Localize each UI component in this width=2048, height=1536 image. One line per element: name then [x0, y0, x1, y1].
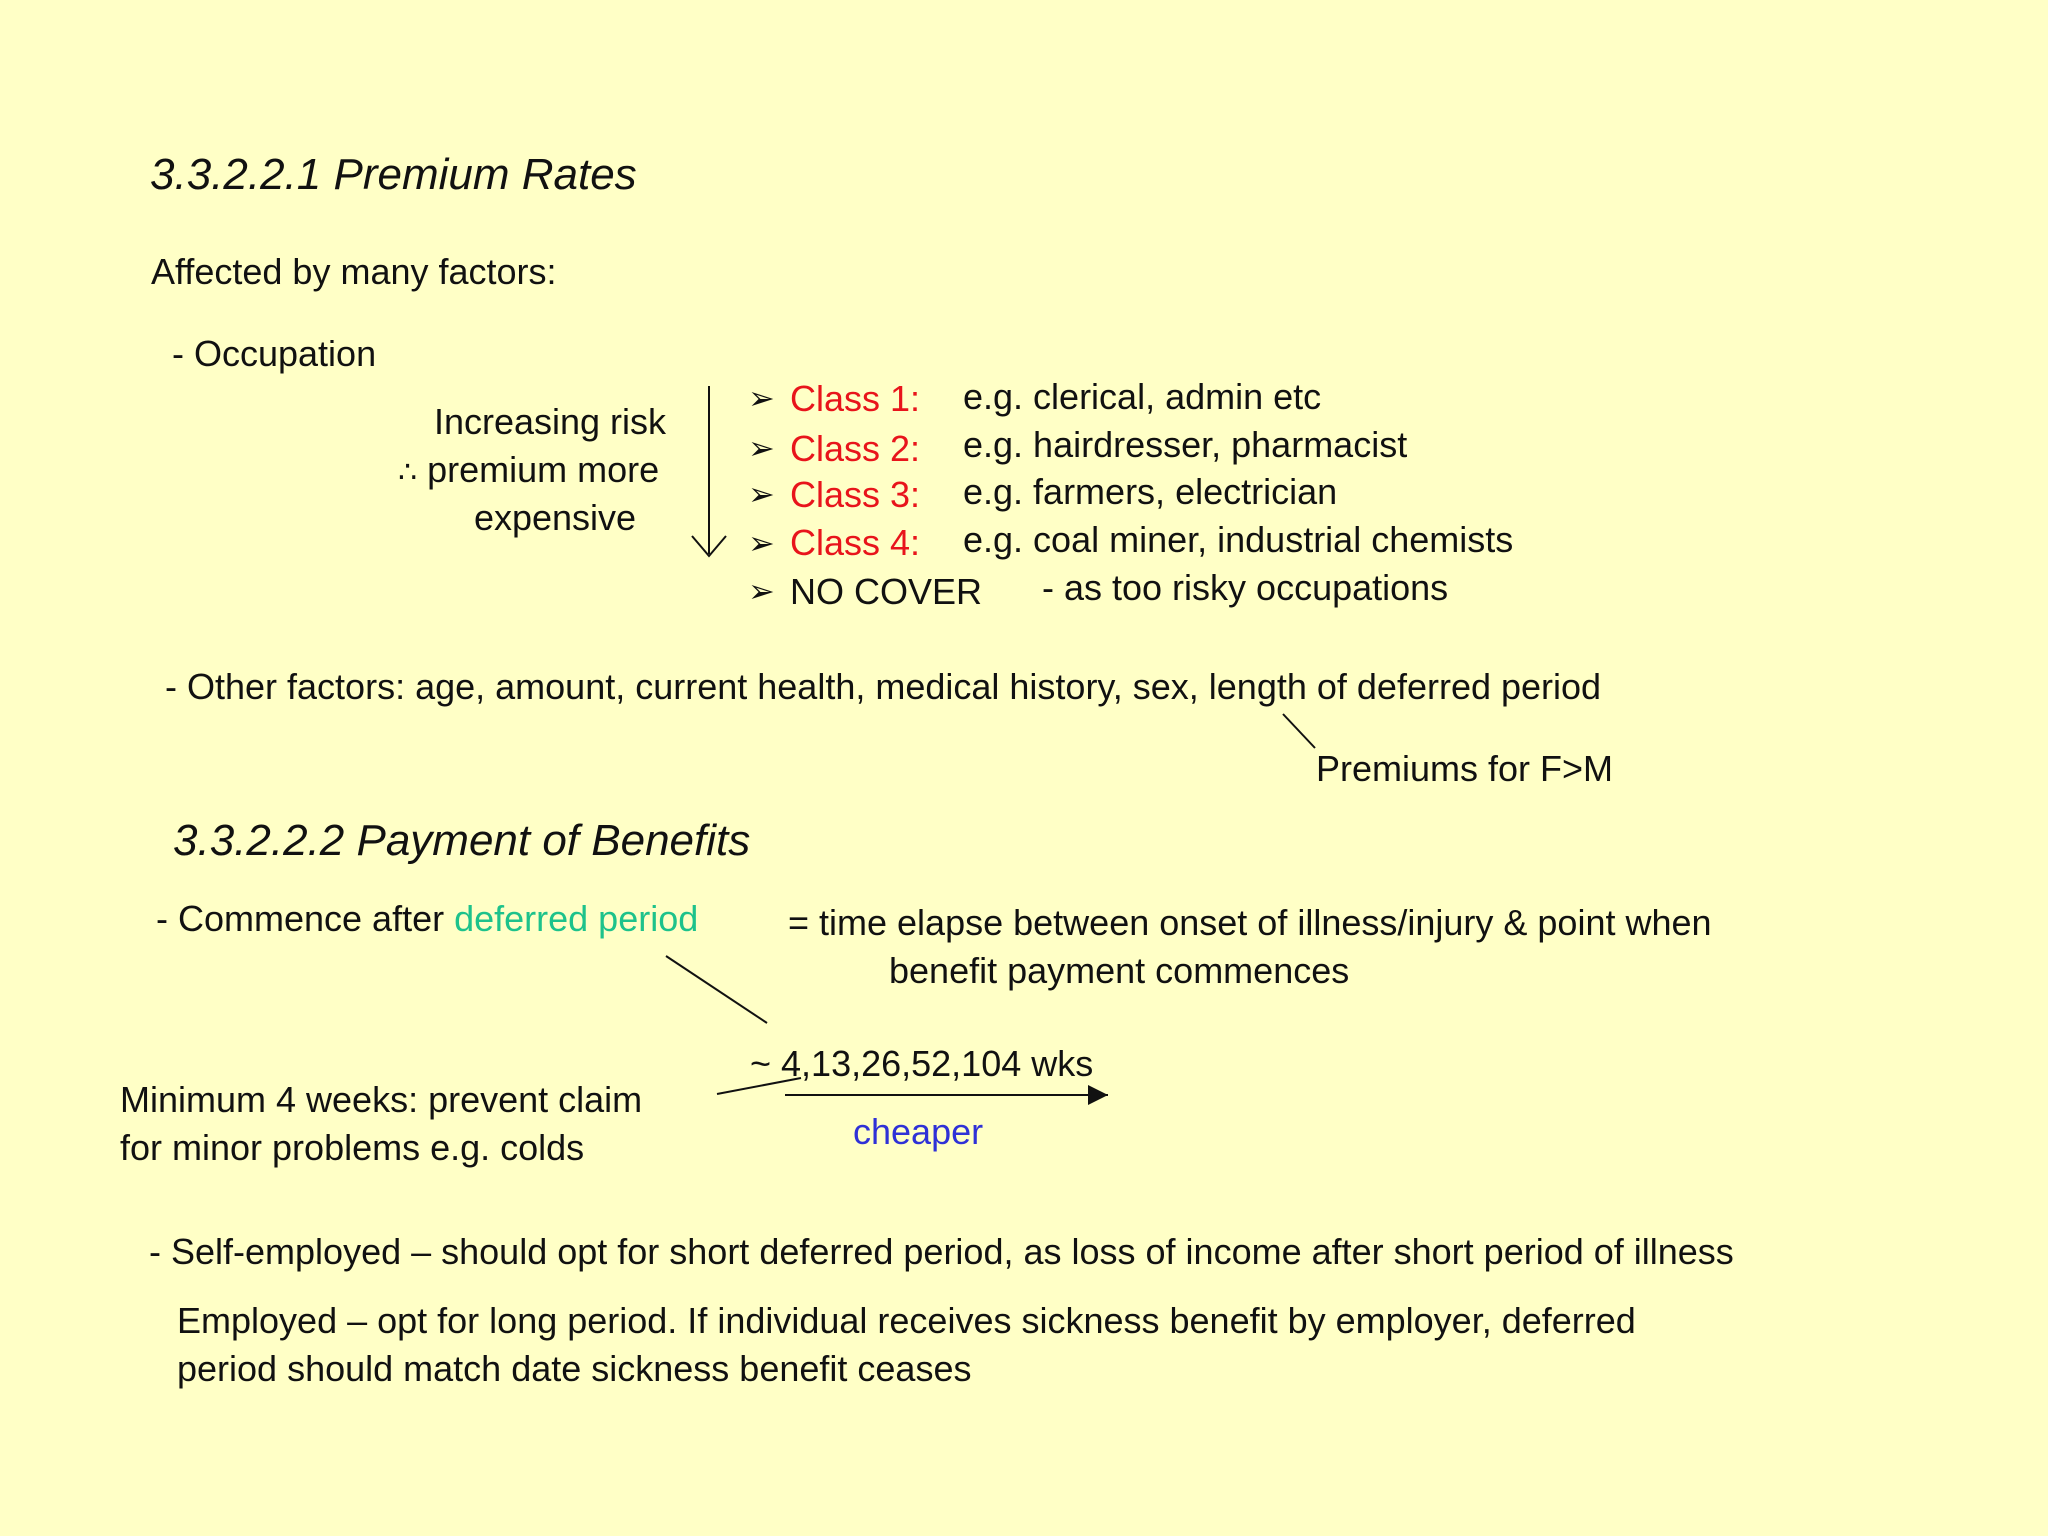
other-factors-text: - Other factors: age, amount, current health, medical history, sex, length of deferred period [165, 666, 1602, 707]
class-example: e.g. coal miner, industrial chemists [963, 519, 1514, 560]
risk-down-arrow [692, 386, 726, 556]
employed-line1: Employed – opt for long period. If individual receives sickness benefit by employer, deferred [177, 1300, 1636, 1341]
class-example: e.g. hairdresser, pharmacist [963, 424, 1408, 465]
class-example: e.g. farmers, electrician [963, 471, 1338, 512]
deferred-connector-line [666, 956, 767, 1023]
class-label: NO COVER [790, 571, 983, 612]
definition-line2: benefit payment commences [889, 950, 1350, 991]
minimum-note-line2: for minor problems e.g. colds [120, 1127, 585, 1168]
deferred-periods-values: ~ 4,13,26,52,104 wks [750, 1043, 1094, 1084]
section2-heading: 3.3.2.2.2 Payment of Benefits [173, 816, 751, 865]
cheaper-label: cheaper [853, 1111, 984, 1152]
risk-note-line3: expensive [473, 497, 637, 538]
arrow-bullet-icon: ➢ [748, 525, 775, 561]
commence-prefix: - Commence after [156, 898, 455, 939]
arrow-bullet-icon: ➢ [748, 380, 775, 416]
section1-heading: 3.3.2.2.1 Premium Rates [150, 150, 637, 199]
class-label: Class 2: [790, 428, 921, 469]
therefore-icon: ∴ [398, 456, 418, 489]
arrow-bullet-icon: ➢ [748, 476, 775, 512]
class-example: - as too risky occupations [1042, 567, 1449, 608]
minimum-note-line1: Minimum 4 weeks: prevent claim [120, 1079, 643, 1120]
intro-text: Affected by many factors: [151, 251, 557, 292]
class-label: Class 4: [790, 522, 921, 563]
occupation-label: - Occupation [172, 333, 377, 374]
sex-connector-line [1283, 714, 1315, 748]
risk-note-line2: premium more [427, 449, 660, 490]
arrow-bullet-icon: ➢ [748, 573, 775, 609]
risk-note-line1: Increasing risk [433, 401, 667, 442]
sex-premium-note: Premiums for F>M [1316, 748, 1614, 789]
deferred-period-term: deferred period [454, 898, 699, 939]
arrow-bullet-icon: ➢ [748, 430, 775, 466]
minimum-connector-line [717, 1078, 801, 1094]
class-label: Class 1: [790, 378, 921, 419]
employed-line2: period should match date sickness benefit ceases [177, 1348, 972, 1389]
definition-line1: = time elapse between onset of illness/injury & point when [788, 902, 1712, 943]
self-employed-text: - Self-employed – should opt for short deferred period, as loss of income after short period of illness [149, 1231, 1734, 1272]
class-example: e.g. clerical, admin etc [963, 376, 1322, 417]
class-label: Class 3: [790, 474, 921, 515]
